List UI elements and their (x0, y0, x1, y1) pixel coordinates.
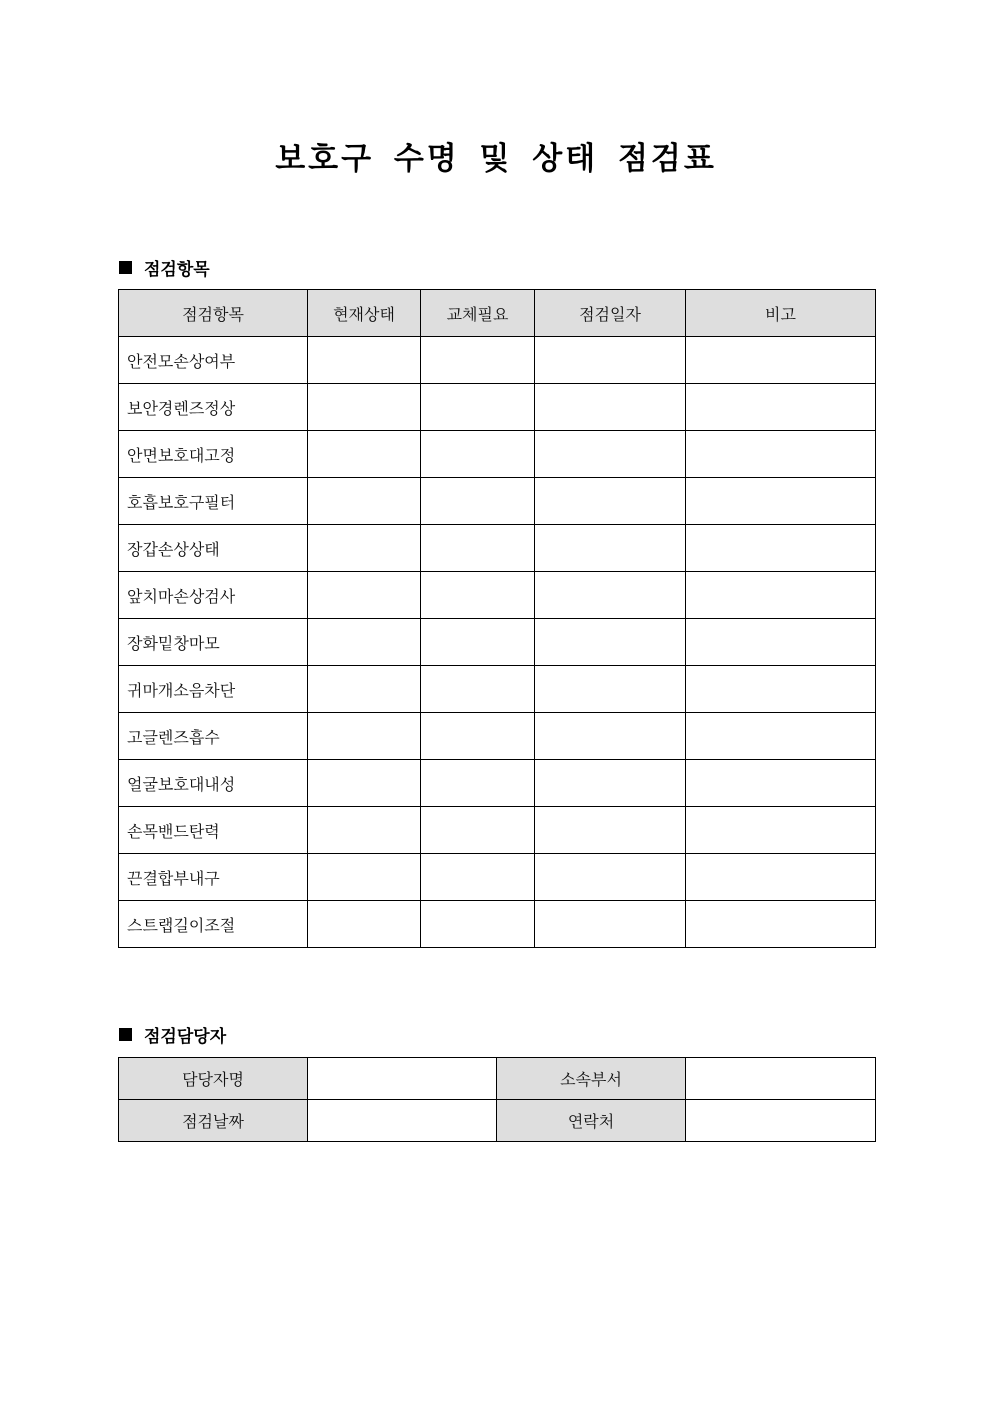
replacement-needed-cell[interactable] (421, 431, 535, 478)
replacement-needed-cell[interactable] (421, 807, 535, 854)
column-header-note: 비고 (686, 290, 876, 337)
inspection-item-name: 안면보호대고정 (119, 431, 308, 478)
current-status-cell[interactable] (308, 760, 421, 807)
note-cell[interactable] (686, 525, 876, 572)
table-row (119, 854, 876, 901)
inspection-item-name: 장화밑창마모 (119, 619, 308, 666)
inspection-item-name: 고글렌즈흡수 (119, 713, 308, 760)
note-cell[interactable] (686, 901, 876, 948)
note-cell[interactable] (686, 337, 876, 384)
replacement-needed-cell[interactable] (421, 713, 535, 760)
current-status-cell[interactable] (308, 431, 421, 478)
inspection-table-header-row (119, 290, 876, 337)
inspection-date-cell[interactable] (535, 572, 686, 619)
staff-section-heading (119, 1022, 226, 1047)
inspection-date-cell[interactable] (535, 901, 686, 948)
replacement-needed-cell[interactable] (421, 337, 535, 384)
replacement-needed-cell[interactable] (421, 901, 535, 948)
inspection-item-name: 손목밴드탄력 (119, 807, 308, 854)
note-cell[interactable] (686, 572, 876, 619)
replacement-needed-cell[interactable] (421, 666, 535, 713)
note-cell[interactable] (686, 760, 876, 807)
inspection-item-name: 호흡보호구필터 (119, 478, 308, 525)
inspection-item-name: 보안경렌즈정상 (119, 384, 308, 431)
inspection-item-name: 스트랩길이조절 (119, 901, 308, 948)
current-status-cell[interactable] (308, 525, 421, 572)
table-row (119, 807, 876, 854)
table-row (119, 713, 876, 760)
inspection-date-cell[interactable] (535, 854, 686, 901)
current-status-cell[interactable] (308, 572, 421, 619)
staff-name-field[interactable] (308, 1058, 497, 1100)
inspection-item-name: 안전모손상여부 (119, 337, 308, 384)
table-row (119, 760, 876, 807)
note-cell[interactable] (686, 384, 876, 431)
department-label: 소속부서 (497, 1058, 686, 1100)
current-status-cell[interactable] (308, 854, 421, 901)
note-cell[interactable] (686, 619, 876, 666)
document-title: 보호구 수명 및 상태 점검표 (275, 141, 717, 177)
inspection-date-field[interactable] (308, 1100, 497, 1142)
inspection-date-cell[interactable] (535, 619, 686, 666)
table-row (119, 572, 876, 619)
inspection-item-name: 장갑손상상태 (119, 525, 308, 572)
current-status-cell[interactable] (308, 337, 421, 384)
replacement-needed-cell[interactable] (421, 478, 535, 525)
table-row (119, 525, 876, 572)
replacement-needed-cell[interactable] (421, 525, 535, 572)
current-status-cell[interactable] (308, 666, 421, 713)
note-cell[interactable] (686, 478, 876, 525)
inspection-table (118, 289, 876, 948)
department-field[interactable] (686, 1058, 876, 1100)
inspection-date-cell[interactable] (535, 713, 686, 760)
inspection-item-name: 귀마개소음차단 (119, 666, 308, 713)
column-header-replace: 교체필요 (421, 290, 535, 337)
replacement-needed-cell[interactable] (421, 854, 535, 901)
note-cell[interactable] (686, 431, 876, 478)
inspection-date-cell[interactable] (535, 478, 686, 525)
staff-table (118, 1057, 876, 1142)
inspection-date-label: 점검날짜 (119, 1100, 308, 1142)
replacement-needed-cell[interactable] (421, 572, 535, 619)
inspection-item-name: 얼굴보호대내성 (119, 760, 308, 807)
square-bullet-icon (119, 261, 132, 274)
current-status-cell[interactable] (308, 619, 421, 666)
column-header-status: 현재상태 (308, 290, 421, 337)
staff-name-label: 담당자명 (119, 1058, 308, 1100)
current-status-cell[interactable] (308, 901, 421, 948)
table-row (119, 431, 876, 478)
replacement-needed-cell[interactable] (421, 619, 535, 666)
table-row (119, 337, 876, 384)
contact-label: 연락처 (497, 1100, 686, 1142)
staff-heading-label: 점검담당자 (144, 1027, 227, 1047)
replacement-needed-cell[interactable] (421, 384, 535, 431)
inspection-item-name: 끈결합부내구 (119, 854, 308, 901)
replacement-needed-cell[interactable] (421, 760, 535, 807)
column-header-date: 점검일자 (535, 290, 686, 337)
table-row (119, 619, 876, 666)
square-bullet-icon (119, 1028, 132, 1041)
note-cell[interactable] (686, 807, 876, 854)
table-row (119, 666, 876, 713)
staff-row (119, 1058, 876, 1100)
inspection-item-name: 앞치마손상검사 (119, 572, 308, 619)
note-cell[interactable] (686, 666, 876, 713)
current-status-cell[interactable] (308, 807, 421, 854)
current-status-cell[interactable] (308, 478, 421, 525)
inspection-date-cell[interactable] (535, 666, 686, 713)
contact-field[interactable] (686, 1100, 876, 1142)
note-cell[interactable] (686, 854, 876, 901)
inspection-heading-label: 점검항목 (144, 260, 210, 280)
note-cell[interactable] (686, 713, 876, 760)
current-status-cell[interactable] (308, 384, 421, 431)
staff-row (119, 1100, 876, 1142)
inspection-date-cell[interactable] (535, 760, 686, 807)
table-row (119, 478, 876, 525)
table-row (119, 901, 876, 948)
inspection-date-cell[interactable] (535, 525, 686, 572)
inspection-date-cell[interactable] (535, 337, 686, 384)
inspection-section-heading (119, 255, 210, 280)
inspection-date-cell[interactable] (535, 431, 686, 478)
current-status-cell[interactable] (308, 713, 421, 760)
inspection-date-cell[interactable] (535, 384, 686, 431)
inspection-date-cell[interactable] (535, 807, 686, 854)
table-row (119, 384, 876, 431)
column-header-item: 점검항목 (119, 290, 308, 337)
